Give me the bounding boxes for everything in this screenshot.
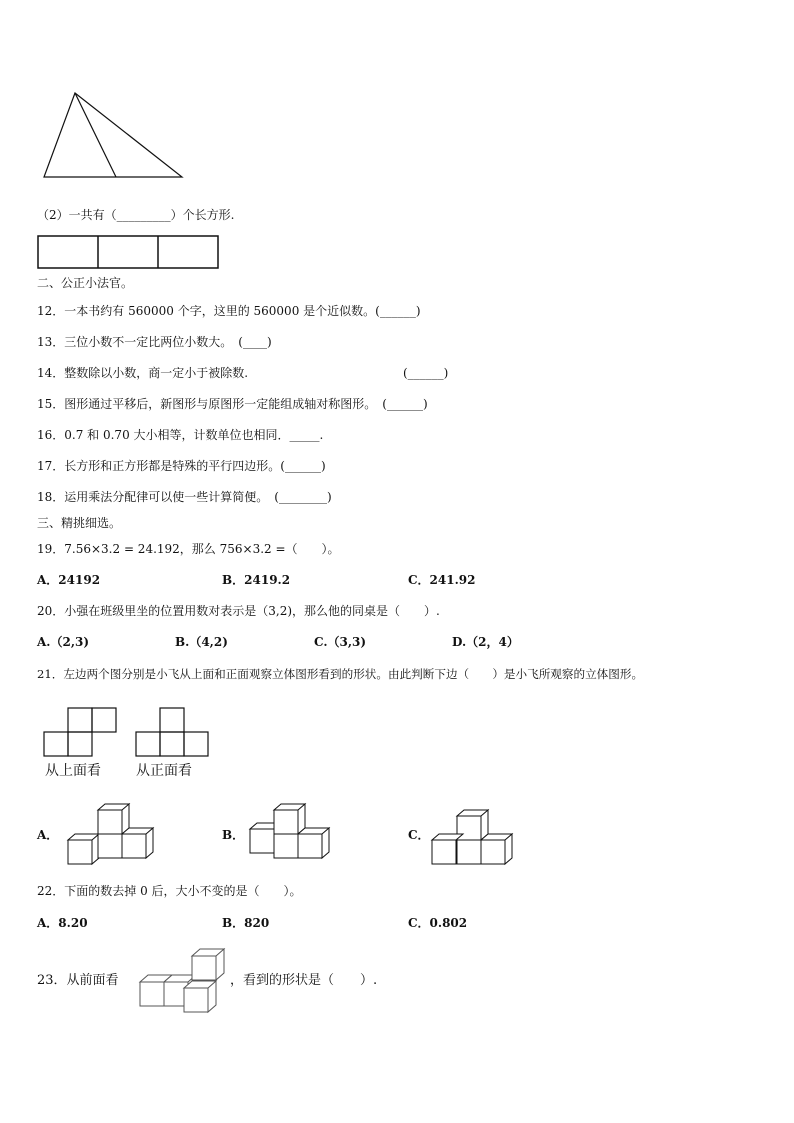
question-21: 21．左边两个图分别是小飞从上面和正面观察立体图形看到的形状。由此判断下边（ ）是小飞所观察的立体图形。 [37,667,644,681]
question-12: 12．一本书约有 560000 个字，这里的 560000 是个近似数。(______) [37,304,421,318]
question-23-start: 23．从前面看 [37,973,119,988]
q21-option-a: A． [37,828,59,842]
question-14-blank: (______) [403,366,449,380]
question-13: 13．三位小数不一定比两位小数大。 (____) [37,335,272,349]
q19-option-a: A．24192 [37,573,101,587]
q21-option-c: C． [408,828,430,842]
q19-option-b: B．2419.2 [222,573,291,587]
question-17: 17．长方形和正方形都是特殊的平行四边形。(______) [37,459,326,473]
q21-option-b: B． [222,828,245,842]
q20-option-b: B.（4,2) [175,635,228,649]
q20-option-d: D.（2，4） [452,635,519,649]
section-2-heading: 二、公正小法官。 [37,276,134,290]
question-15: 15．图形通过平移后，新图形与原图形一定能组成轴对称图形。 (______) [37,397,428,411]
q20-option-a: A.（2,3) [37,635,90,649]
q22-option-a: A．8.20 [37,916,88,930]
question-20: 20．小强在班级里坐的位置用数对表示是（3,2)，那么他的同桌是（ ）. [37,604,440,618]
top-view-label: 从上面看 [45,763,101,779]
q20-option-c: C.（3,3) [314,635,367,649]
front-view-label: 从正面看 [136,763,192,779]
question-19: 19．7.56×3.2 = 24.192，那么 756×3.2 =（ ）。 [37,542,340,556]
question-18: 18．运用乘法分配律可以使一些计算简便。 (________) [37,490,332,504]
q22-option-b: B．820 [222,916,270,930]
question-23-end: ，看到的形状是（ ）. [230,973,378,988]
question-14: 14．整数除以小数，商一定小于被除数. [37,366,249,380]
question-22: 22．下面的数去掉 0 后，大小不变的是（ ）。 [37,884,302,898]
question-16: 16．0.7 和 0.70 大小相等，计数单位也相同．_____. [37,428,324,442]
q22-option-c: C．0.802 [408,916,468,930]
question-part-2: （2）一共有（_________）个长方形. [37,208,235,222]
section-3-heading: 三、精挑细选。 [37,516,122,530]
q19-option-c: C．241.92 [408,573,476,587]
